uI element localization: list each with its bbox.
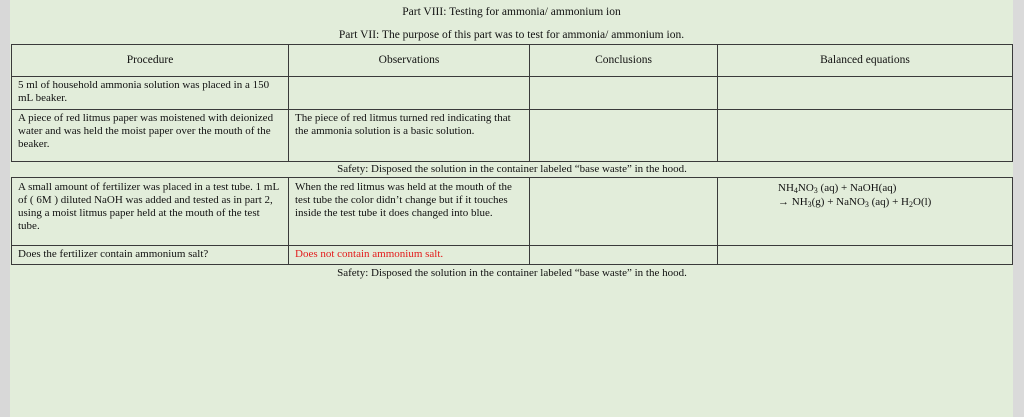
lab-table (11, 44, 1013, 282)
observation-cell: When the red litmus was held at the mouth of the test tube the color didn’t change but if it touches inside the test tube it does changed into blue. (289, 178, 530, 246)
procedure-cell: 5 ml of household ammonia solution was placed in a 150 mL beaker. (12, 77, 289, 110)
safety-note: Safety: Disposed the solution in the container labeled “base waste” in the hood. (12, 162, 1013, 178)
header-conclusions: Conclusions (530, 45, 718, 77)
equation-cell (718, 178, 1013, 246)
equation-line-1: $NH_4NO_3$ (aq) + NaOH(aq) (778, 182, 897, 195)
safety-row (12, 265, 1013, 283)
safety-row (12, 162, 1013, 178)
observation-cell: Does not contain ammonium salt. (289, 246, 530, 265)
header-procedure: Procedure (12, 45, 289, 77)
table-row (12, 110, 1013, 162)
part7-purpose: Part VII: The purpose of this part was to test for ammonia/ ammonium ion. (338, 29, 685, 41)
table-row (12, 178, 1013, 246)
equation-cell (718, 246, 1013, 265)
right-margin (1013, 0, 1024, 417)
equation-cell (718, 77, 1013, 110)
header-observations: Observations (289, 45, 530, 77)
table-row (12, 246, 1013, 265)
observation-cell: The piece of red litmus turned red indicating that the ammonia solution is a basic solution. (289, 110, 530, 162)
procedure-cell: A small amount of fertilizer was placed in a test tube. 1 mL of ( 6M ) diluted NaOH was added and tested as in part 2, using a moist litmus paper held at the mouth of the test tube. (12, 178, 289, 246)
conclusion-cell (530, 77, 718, 110)
procedure-cell: A piece of red litmus paper was moistened with deionized water and was held the moist paper over the mouth of the beaker. (12, 110, 289, 162)
header-equations: Balanced equations (718, 45, 1013, 77)
conclusion-cell (530, 246, 718, 265)
equation-line-2: → $NH_3(g)$ + NaNO$_3$ $(aq) + H_2O(l)$ (778, 196, 932, 209)
left-margin (0, 0, 10, 417)
conclusion-cell (530, 178, 718, 246)
safety-note: Safety: Disposed the solution in the container labeled “base waste” in the hood. (337, 267, 687, 279)
procedure-cell: Does the fertilizer contain ammonium salt? (12, 246, 289, 265)
part8-heading: Part VIII: Testing for ammonia/ ammonium ion (402, 6, 621, 18)
equation-cell (718, 110, 1013, 162)
table-row (12, 77, 1013, 110)
header-row (12, 45, 1013, 77)
observation-cell (289, 77, 530, 110)
conclusion-cell (530, 110, 718, 162)
